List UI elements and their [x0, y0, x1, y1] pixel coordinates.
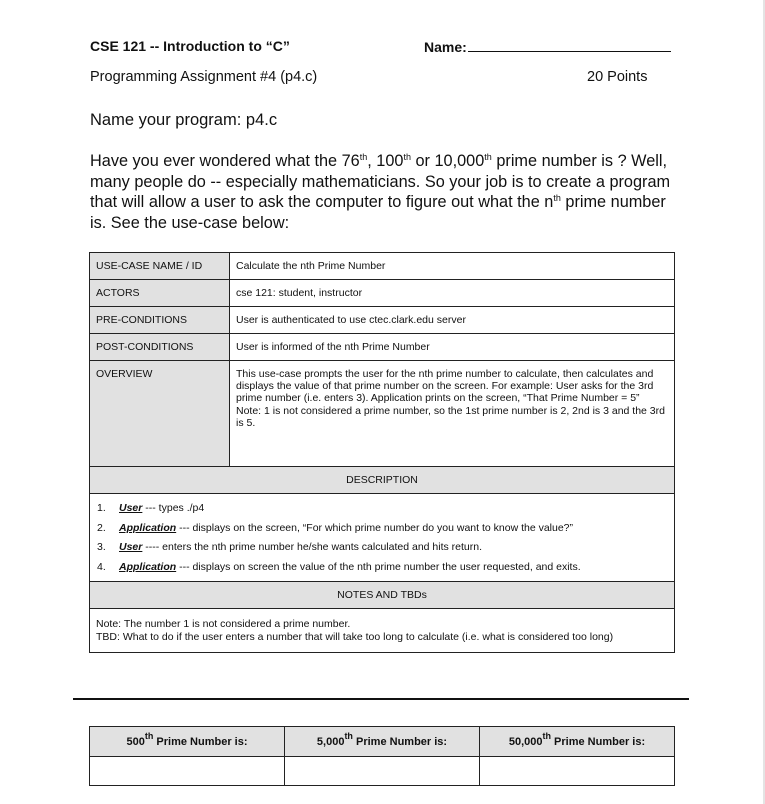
list-item — [97, 519, 667, 539]
description-steps — [90, 494, 675, 582]
intro-text: prime number is ? Well, many people do -- especially mathematicians. So your job is to create a program that will allow a user to ask the computer to figure out what the n — [90, 152, 671, 211]
use-case-table — [89, 252, 675, 653]
intro-paragraph — [90, 151, 680, 233]
note-line: Note: The number 1 is not considered a prime number. — [96, 618, 351, 630]
notes-header-row — [90, 582, 675, 609]
step-actor: Application — [119, 560, 177, 573]
description-row — [90, 494, 675, 582]
answer-label: Prime Number is: — [551, 735, 646, 748]
ordinal-suffix: th — [359, 152, 368, 162]
overview-label: OVERVIEW — [90, 361, 230, 467]
intro-text: prime number is. See the use-case below: — [90, 193, 666, 232]
intro-text: Have you ever wondered what the 76 — [90, 152, 360, 170]
row-value: User is authenticated to use ctec.clark.edu server — [230, 307, 675, 334]
answer-number: 5,000 — [316, 735, 345, 748]
table-row — [90, 253, 675, 280]
name-blank-line — [468, 38, 671, 52]
answer-header-50000 — [480, 727, 675, 757]
step-number: 1. — [97, 502, 106, 514]
overview-note: Note: 1 is not considered a prime number, so the 1st prime number is 2, 2nd is 3 and the 3rd is 5. — [236, 404, 665, 429]
notes-text — [90, 609, 675, 653]
ordinal-suffix: th — [144, 730, 154, 741]
answer-cell-50000[interactable] — [480, 757, 675, 786]
overview-text — [230, 361, 675, 467]
row-value: cse 121: student, instructor — [230, 280, 675, 307]
table-row — [90, 307, 675, 334]
step-actor: Application — [119, 521, 177, 534]
overview-row — [90, 361, 675, 467]
ordinal-suffix: th — [553, 193, 561, 203]
name-field — [424, 38, 671, 55]
ordinal-suffix: th — [403, 152, 411, 162]
program-name: Name your program: p4.c — [90, 111, 278, 129]
row-value: Calculate the nth Prime Number — [230, 253, 675, 280]
step-number: 4. — [97, 560, 106, 573]
description-header: DESCRIPTION — [90, 467, 675, 494]
step-text: --- displays on the screen, “For which prime number do you want to know the value?” — [176, 521, 574, 534]
step-number: 2. — [97, 521, 106, 534]
row-label: POST-CONDITIONS — [90, 334, 230, 361]
step-actor: User — [119, 502, 143, 514]
table-row — [90, 280, 675, 307]
overview-paragraph: This use-case prompts the user for the nth prime number to calculate, then calculates and displays the value of that prime number on the screen. For example: User asks for the 3rd prime number (i.e. enters 3). Application prints on the screen, “That Prime Number = 5” — [236, 368, 654, 405]
step-actor: User — [119, 541, 143, 553]
description-header-row — [90, 467, 675, 494]
notes-row — [90, 609, 675, 653]
list-item — [97, 558, 667, 578]
step-text: --- types ./p4 — [142, 502, 205, 514]
step-text: --- displays on screen the value of the nth prime number the user requested, and exits. — [176, 560, 581, 573]
list-item — [97, 499, 667, 519]
name-label: Name: — [424, 39, 467, 55]
ordinal-suffix: th — [542, 730, 551, 741]
ordinal-suffix: th — [484, 152, 492, 162]
answer-header-500 — [90, 727, 285, 757]
row-label: PRE-CONDITIONS — [90, 307, 230, 334]
list-item — [97, 538, 667, 558]
intro-text: , 100 — [367, 152, 404, 170]
answer-table — [89, 726, 675, 786]
step-text: ---- enters the nth prime number he/she wants calculated and hits return. — [142, 541, 483, 553]
step-number: 3. — [97, 541, 106, 553]
intro-text: or 10,000 — [410, 152, 485, 170]
row-label: USE-CASE NAME / ID — [90, 253, 230, 280]
row-value: User is informed of the nth Prime Number — [230, 334, 675, 361]
answer-number: 50,000 — [508, 735, 543, 748]
answer-header-5000 — [285, 727, 480, 757]
answer-header-row — [90, 727, 675, 757]
answer-blank-row — [90, 757, 675, 786]
points-value: 20 Points — [587, 69, 648, 85]
table-row — [90, 334, 675, 361]
answer-label: Prime Number is: — [352, 735, 448, 748]
answer-cell-5000[interactable] — [285, 757, 480, 786]
notes-header: NOTES AND TBDs — [90, 582, 675, 609]
row-label: ACTORS — [90, 280, 230, 307]
horizontal-divider — [73, 698, 689, 700]
answer-number: 500 — [126, 735, 145, 748]
ordinal-suffix: th — [344, 730, 353, 741]
assignment-title: Programming Assignment #4 (p4.c) — [90, 69, 318, 85]
tbd-line: TBD: What to do if the user enters a number that will take too long to calculate (i.e. what is considered too long) — [96, 630, 614, 643]
answer-cell-500[interactable] — [90, 757, 285, 786]
answer-label: Prime Number is: — [153, 735, 248, 748]
course-title: CSE 121 -- Introduction to “C” — [90, 38, 290, 54]
